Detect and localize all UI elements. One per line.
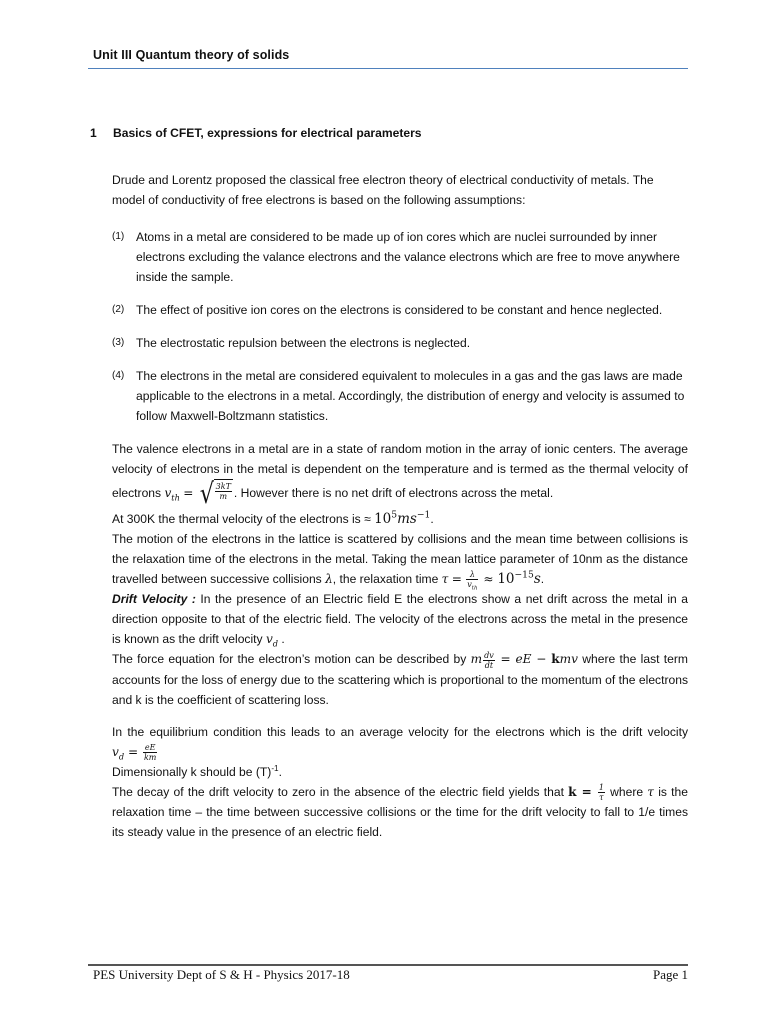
denominator-subscript: th [471,585,478,592]
thermal-value-prefix: At 300K the thermal velocity of the electrons is ≈ [112,512,375,526]
value-exponent: 5 [391,509,398,521]
thermal-value [374,511,430,527]
thermal-text: The valence electrons in a metal are in a state of random motion in the array of ionic centers. The average velocity of electrons in the metal is dependent on the temperature and is termed as the thermal velocity of electrons [112,442,688,501]
value-end: . [540,572,545,586]
equals-sign: = [576,784,597,799]
vd-v: v [112,744,119,759]
k-symbol: k [551,652,560,667]
list-item-text: Atoms in a metal are considered to be made up of ion cores which are nuclei surrounded by inner electrons excluding the valance electrons and the valance electrons which are free to move anywhere inside the sample. [136,230,680,284]
equals-sign: = [451,572,462,586]
assumptions-list [112,227,688,426]
sqrt-expression [198,479,233,509]
document-body [112,123,688,842]
list-marker: (1) [112,231,125,242]
vd-subscript: d [272,638,279,649]
list-marker: (2) [112,304,125,315]
equilibrium-paragraph [112,722,688,762]
sqrt-fraction [215,482,232,501]
vd-symbol [265,632,279,649]
value-base: 10 [497,571,515,587]
force-text: The force equation for the electron’s motion can be described by [112,652,471,667]
fraction-numerator: 1 [598,783,604,793]
force-text-end: where the last term accounts for the loss of energy due to the scattering which is proportional to the momentum of the electrons and k is the coefficient of scattering loss. [112,652,688,707]
relaxation-paragraph [112,529,688,592]
equals-sign: = [183,486,194,501]
thermal-text-end: . However there is no net drift of electrons across the metal. [233,486,554,501]
vd-symbol [112,745,124,759]
vd-subscript: d [118,751,125,761]
intro-paragraph: Drude and Lorentz proposed the classical free electron theory of electrical conductivity of metals. The model of conductivity of free electrons is based on the following assumptions: [112,173,654,207]
value-base: 10 [374,511,392,527]
sqrt-body [214,479,233,509]
running-header: Unit III Quantum theory of solids [93,48,290,62]
header-rule [88,68,688,69]
drift-text: In the presence of an Electric field E the electrons show a net drift across the metal in a direction opposite to that of the electric field. The velocity of the electrons across the metal in the presence is known as the drift velocity [112,592,688,647]
mass-symbol: m [470,652,483,667]
list-item-text: The effect of positive ion cores on the electrons is considered to be constant and hence neglected. [136,303,663,317]
relaxation-value [497,571,540,587]
dv-dt-fraction [483,651,495,670]
force-equation-paragraph [112,649,688,709]
drift-velocity-heading: Drift Velocity : [112,592,201,607]
equilibrium-text: In the equilibrium condition this leads to an average velocity for the electrons which is the drift velocity [112,724,688,739]
decay-text: The decay of the drift velocity to zero in the absence of the electric field yields that [112,784,569,799]
section-title: Basics of CFET, expressions for electrical parameters [113,126,422,140]
sqrt-icon: √ [199,477,214,510]
value-unit: ms [397,511,417,527]
fraction-denominator: m [219,492,228,502]
value-end: . [430,512,434,526]
fraction-denominator: τ [599,793,604,803]
value-unit: s [533,571,541,587]
approx-sign: ≈ [479,572,498,586]
list-item [112,300,688,320]
decay-text-mid: where [605,784,648,799]
fraction-numerator: eE [144,742,156,752]
section-number: 1 [90,126,97,140]
force-rhs: = eE − [495,652,552,667]
paragraph-spacer [112,710,688,722]
k-symbol: k [568,784,577,799]
footer-left: PES University Dept of S & H - Physics 2017-18 [93,967,350,982]
fraction-denominator: dt [484,660,494,670]
tau-symbol: τ [647,784,654,799]
decay-paragraph [112,782,688,842]
thermal-velocity-paragraph [112,439,688,509]
dimension-line [112,762,688,782]
list-item [112,366,688,426]
dimension-exponent: -1 [271,763,279,773]
decay-text-end: is the relaxation time – the time between successive collisions or the time for the drift velocity to fall to 1/e times its steady value in the presence of an electric field. [112,784,688,840]
one-over-tau-fraction [598,783,605,802]
vd-v: v [265,632,273,647]
tau-symbol: τ [441,572,449,586]
footer-rule [88,964,688,966]
drift-text-end: . [278,632,285,647]
list-item [112,227,688,287]
thermal-value-line [112,509,688,529]
list-marker: (4) [112,370,125,381]
vth-subscript: th [171,492,180,503]
fraction-numerator: dv [484,650,494,660]
unit-exponent: −1 [416,509,431,521]
vth-symbol [164,486,180,503]
relaxation-text: The motion of the electrons in the lattice is scattered by collisions and the mean time between collisions is the relaxation time of the electrons in the metal. Taking the mean lattice parameter of 10nm as the distance travelled between successive collisions [112,532,688,586]
fraction-denominator: km [143,752,157,762]
list-item-text: The electrostatic repulsion between the electrons is neglected. [136,336,471,350]
denominator-v: v [467,580,472,590]
eE-over-km-fraction [143,743,157,762]
fraction-denominator [466,580,478,592]
lambda-over-vth-fraction [466,570,478,592]
list-item-text: The electrons in the metal are considered equivalent to molecules in a gas and the gas laws are made applicable to the electrons in a metal. Accordingly, the distribution of energy and velocity is assumed to follow Maxwell-Boltzmann statistics. [136,369,685,423]
relaxation-text-mid: , the relaxation time [332,572,442,586]
list-item [112,333,688,353]
list-marker: (3) [112,337,125,348]
vth-v: v [164,486,172,501]
force-rhs-end: mv [559,652,578,667]
lambda-symbol: λ [325,572,333,586]
equals-sign: = [124,744,142,759]
value-exponent: −15 [514,569,534,581]
fraction-numerator: λ [466,570,478,580]
fraction-numerator: 3kT [215,482,231,492]
page-number: Page 1 [652,967,688,982]
dimension-end: . [278,764,282,779]
dimension-text: Dimensionally k should be (T) [112,764,272,779]
drift-velocity-paragraph [112,589,688,649]
